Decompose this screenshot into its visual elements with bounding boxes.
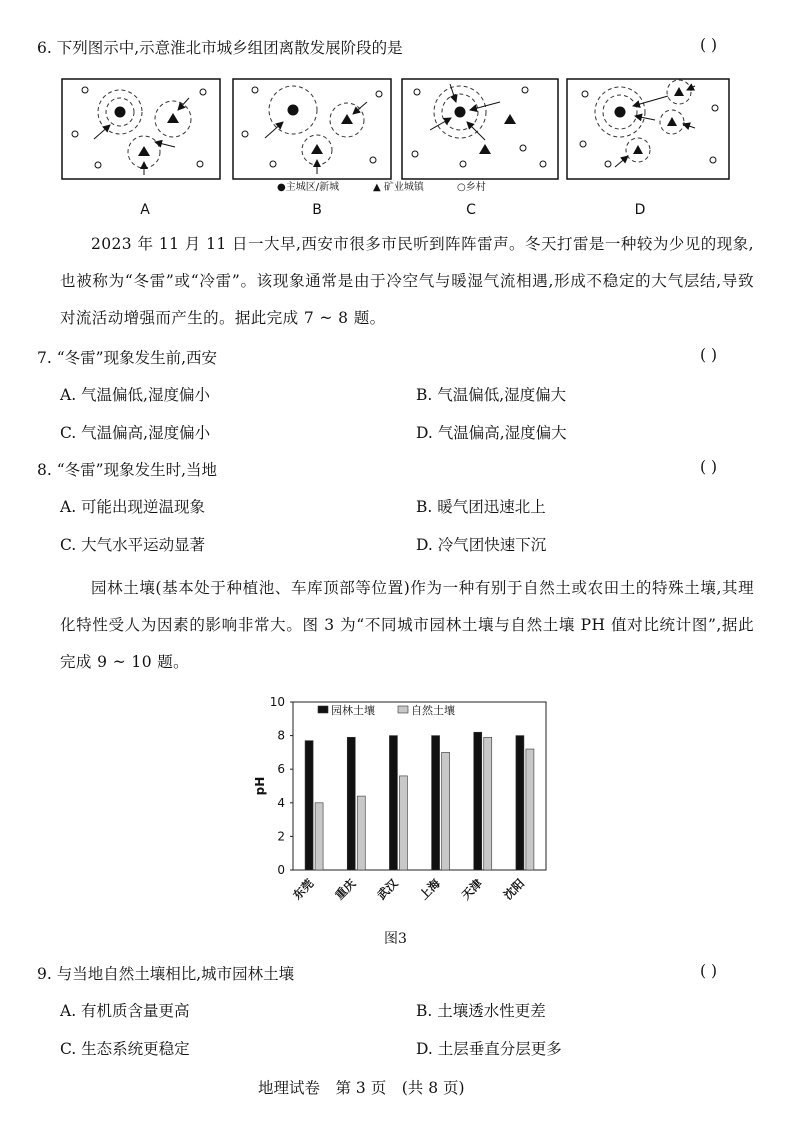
- q6-answer-paren: ( ): [700, 36, 718, 54]
- x-tick-label: 重庆: [332, 876, 359, 903]
- bar-garden-soil: [347, 737, 355, 870]
- q8-option-d[interactable]: D. 冷气团快速下沉: [416, 536, 547, 554]
- passage-winter-thunder: 2023 年 11 月 11 日一大早,西安市很多市民听到阵阵雷声。冬天打雷是一种较为少见的现象,也被称为“冬雷”或“冷雷”。该现象通常是由于冷空气与暖湿气流相遇,形成不稳定的大气层结,导致对流活动增强而产生的。据此完成 7 ~ 8 题。: [60, 235, 754, 327]
- panel-d: [567, 79, 729, 179]
- panel-b: [233, 79, 391, 179]
- passage-garden-soil: 园林土壤(基本处于种植池、车库顶部等位置)作为一种有别于自然土或农田土的特殊土壤,其理化特性受人为因素的影响非常大。图 3 为“不同城市园林土壤与自然土壤 PH 值对比统计图”,据此完成 9 ~ 10 题。: [60, 579, 754, 671]
- q8-option-a[interactable]: A. 可能出现逆温现象: [60, 498, 206, 516]
- q8-option-b[interactable]: B. 暖气团迅速北上: [416, 498, 546, 516]
- ph-bar-chart: [250, 690, 560, 920]
- bar-natural-soil: [442, 752, 450, 870]
- panel-label-b: B: [312, 202, 322, 218]
- q9-option-a[interactable]: A. 有机质含量更高: [60, 1002, 190, 1020]
- q7-stem: 7. “冬雷”现象发生前,西安: [37, 349, 217, 367]
- q7-option-c[interactable]: C. 气温偏高,湿度偏小: [60, 424, 211, 442]
- q7-option-b[interactable]: B. 气温偏低,湿度偏大: [416, 386, 567, 404]
- main-city-icon: [115, 107, 126, 118]
- x-tick-label: 上海: [416, 876, 443, 903]
- x-tick-label: 沈阳: [500, 876, 528, 903]
- y-tick-label: 10: [269, 695, 285, 709]
- bar-garden-soil: [305, 741, 313, 870]
- y-axis-label: pH: [253, 776, 267, 796]
- q6-figure: [55, 72, 755, 222]
- plot-frame: [293, 702, 546, 870]
- panel-label-d: D: [634, 202, 646, 218]
- bar-natural-soil: [399, 776, 407, 870]
- mining-town-icon: [633, 145, 643, 154]
- q7-option-a[interactable]: A. 气温偏低,湿度偏小: [60, 386, 210, 404]
- panel-a: [62, 79, 220, 179]
- mining-town-icon: [138, 146, 150, 156]
- mining-town-icon: [167, 113, 179, 123]
- bar-natural-soil: [526, 749, 534, 870]
- y-tick-label: 4: [277, 795, 285, 810]
- figure3-caption: 图3: [384, 931, 407, 947]
- legend-swatch: [318, 706, 328, 713]
- mining-town-icon: [479, 144, 491, 154]
- bar-natural-soil: [357, 796, 365, 870]
- mining-town-icon: [504, 114, 516, 124]
- panel-c: [402, 79, 558, 179]
- main-city-icon: [455, 107, 466, 118]
- mining-town-icon: [341, 114, 353, 124]
- q8-stem: 8. “冬雷”现象发生时,当地: [37, 461, 217, 479]
- bar-garden-soil: [474, 732, 482, 870]
- bar-garden-soil: [516, 736, 524, 870]
- q8-answer-paren: ( ): [700, 458, 718, 476]
- y-tick-label: 8: [277, 728, 285, 743]
- y-tick-label: 6: [277, 762, 285, 777]
- q9-option-b[interactable]: B. 土壤透水性更差: [416, 1002, 546, 1020]
- q9-option-c[interactable]: C. 生态系统更稳定: [60, 1040, 190, 1058]
- q9-option-d[interactable]: D. 土层垂直分层更多: [416, 1040, 562, 1058]
- q7-option-d[interactable]: D. 气温偏高,湿度偏大: [416, 424, 567, 442]
- legend-mining-town: ▲ 矿业城镇: [373, 182, 424, 193]
- q9-stem: 9. 与当地自然土壤相比,城市园林土壤: [37, 965, 295, 983]
- page-footer: 地理试卷 第 3 页 (共 8 页): [258, 1079, 465, 1097]
- legend-label: 园林土壤: [331, 704, 375, 717]
- main-city-icon: [288, 105, 299, 116]
- x-tick-label: 东莞: [290, 876, 317, 903]
- q8-option-c[interactable]: C. 大气水平运动显著: [60, 536, 206, 554]
- x-tick-label: 天津: [458, 876, 485, 903]
- mining-town-icon: [674, 87, 684, 96]
- bar-garden-soil: [389, 736, 397, 870]
- legend-village: ○乡村: [457, 182, 486, 193]
- legend-main-city: ●主城区/新城: [277, 182, 340, 193]
- bar-garden-soil: [432, 736, 440, 870]
- bar-natural-soil: [315, 803, 323, 870]
- mining-town-icon: [311, 144, 323, 154]
- y-tick-label: 2: [277, 829, 285, 844]
- bar-natural-soil: [484, 737, 492, 870]
- q6-stem: 6. 下列图示中,示意淮北市城乡组团离散发展阶段的是: [37, 39, 403, 57]
- x-tick-label: 武汉: [374, 876, 401, 903]
- y-tick-label: 0: [277, 863, 285, 877]
- panel-label-c: C: [466, 202, 476, 218]
- q7-answer-paren: ( ): [700, 346, 718, 364]
- mining-town-icon: [667, 117, 677, 126]
- legend-label: 自然土壤: [411, 704, 455, 717]
- main-city-icon: [615, 107, 626, 118]
- q9-answer-paren: ( ): [700, 962, 718, 980]
- legend-swatch: [398, 706, 408, 713]
- panel-label-a: A: [140, 202, 150, 218]
